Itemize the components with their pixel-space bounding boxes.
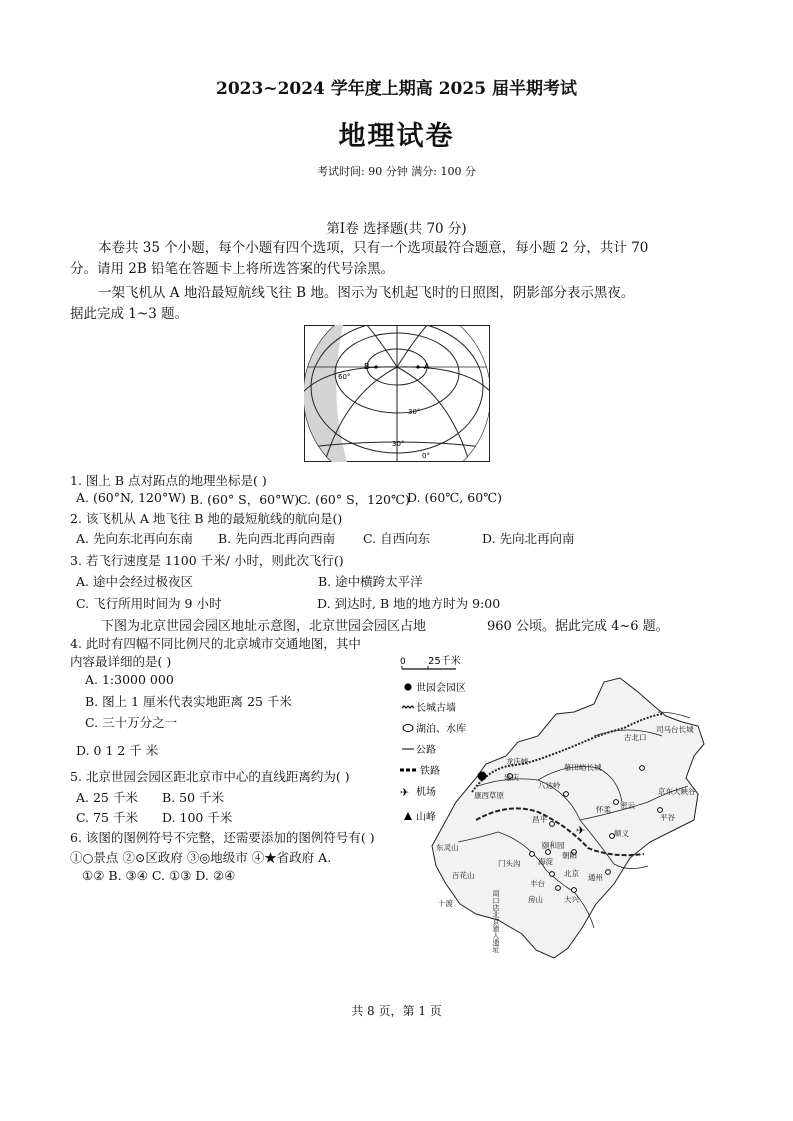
q2-option-d[interactable]: D. 先向北再向南 — [482, 531, 575, 546]
place-beijing: 北京 — [564, 869, 579, 878]
q1-option-c[interactable]: C. (60° S，120℃) — [298, 492, 410, 507]
place-kangxi: 康西草原 — [474, 791, 504, 800]
q5-option-a[interactable]: A. 25 千米 — [76, 790, 138, 805]
q4-stem-line-1: 4. 此时有四幅不同比例尺的北京城市交通地图，其中 — [70, 636, 361, 651]
label-lat-30a: 30° — [408, 408, 421, 416]
place-chaoyang: 朝阳 — [562, 851, 577, 860]
scale-value: 25千米 — [428, 656, 461, 667]
intro-2-line-1a: 下图为北京世园会园区地址示意图，北京世园会园区占地 — [101, 619, 427, 634]
legend-road: 公路 — [416, 745, 436, 756]
q5-stem: 5. 北京世园会园区距北京市中心的直线距离约为( ) — [70, 769, 350, 784]
q4-option-a[interactable]: A. 1:3000 000 — [85, 672, 174, 687]
beijing-map-figure — [398, 652, 720, 964]
airport-icon: ✈ — [576, 824, 586, 837]
instructions-line-2: 分。请用 2B 铅笔在答题卡上将所选答案的代号涂黑。 — [70, 261, 395, 277]
q1-option-a[interactable]: A. (60°N, 120°W) — [76, 490, 186, 505]
place-yiheyuan: 颐和园 — [542, 841, 565, 850]
place-baihuashan: 百花山 — [452, 871, 475, 880]
legend-peak: 山峰 — [416, 812, 436, 823]
sunlight-globe-figure — [304, 325, 490, 462]
intro-1-line-2: 据此完成 1~3 题。 — [70, 306, 189, 322]
legend-expo-icon — [404, 683, 411, 690]
q4-option-d[interactable]: D. 0 1 2 千 米 — [76, 743, 159, 758]
q3-option-c[interactable]: C. 飞行所用时间为 9 小时 — [76, 596, 222, 611]
place-pinggu: 平谷 — [660, 813, 675, 822]
subject-title: 地理试卷 — [338, 121, 455, 152]
label-a: A — [424, 362, 430, 371]
label-lat-60: 60° — [338, 373, 351, 381]
q2-stem: 2. 该飞机从 A 地飞往 B 地的最短航线的航向是() — [70, 511, 343, 526]
intro-2-line-1b: 960 公顷。据此完成 4~6 题。 — [487, 619, 669, 634]
intro-1-line-1: 一架飞机从 A 地沿最短航线飞往 B 地。图示为飞机起飞时的日照图，阴影部分表示黑夜。 — [98, 285, 635, 301]
legend-airport: 机场 — [416, 787, 436, 798]
place-shunyi: 顺义 — [614, 829, 629, 838]
q1-stem: 1. 图上 B 点对跖点的地理坐标是( ) — [70, 473, 267, 488]
place-mentougou: 门头沟 — [498, 859, 521, 868]
place-miyun: 密云 — [620, 801, 635, 810]
q3-option-b[interactable]: B. 途中横跨太平洋 — [318, 574, 423, 589]
q2-option-a[interactable]: A. 先向东北再向东南 — [76, 531, 193, 546]
label-lat-0: 0° — [422, 452, 430, 460]
q4-option-c[interactable]: C. 三十万分之一 — [85, 715, 178, 730]
expo-park-marker — [478, 772, 487, 781]
legend-lake: 湖泊、水库 — [416, 724, 466, 735]
place-haidian: 海淀 — [538, 857, 553, 866]
q3-stem: 3. 若飞行速度是 1100 千米/ 小时，则此次飞行() — [70, 553, 344, 568]
legend-lake-icon — [403, 725, 413, 732]
q6-options-line-2[interactable]: ①② B. ③④ C. ①③ D. ②④ — [82, 868, 236, 883]
place-zhoukoudian: 周口店北京猿人遗址 — [492, 890, 500, 953]
place-changping: 昌平 — [532, 815, 547, 824]
label-b: B — [364, 362, 370, 371]
place-shidu: 十渡 — [438, 899, 453, 908]
legend-airport-icon: ✈ — [400, 786, 410, 799]
q3-option-d[interactable]: D. 到达时, B 地的地方时为 9:00 — [317, 596, 501, 611]
place-badaling: 八达岭 — [538, 781, 561, 790]
place-huairou: 怀柔 — [596, 805, 611, 814]
place-jingdong: 京东大峡谷 — [658, 787, 696, 796]
place-daxing: 大兴 — [564, 895, 579, 904]
place-yanqing: 延庆 — [504, 773, 519, 782]
place-mutianyu: 慕田峪长城 — [564, 763, 602, 772]
place-fengtai: 丰台 — [530, 879, 545, 888]
point-a — [416, 365, 419, 368]
scale-zero: 0 — [400, 657, 406, 667]
q5-option-c[interactable]: C. 75 千米 — [76, 810, 138, 825]
q2-option-b[interactable]: B. 先向西北再向西南 — [218, 531, 336, 546]
q6-stem: 6. 该图的图例符号不完整，还需要添加的图例符号有( ) — [70, 830, 375, 845]
q4-option-b[interactable]: B. 图上 1 厘米代表实地距离 25 千米 — [85, 694, 292, 709]
legend-peak-icon — [404, 812, 412, 820]
place-dongling: 东灵山 — [436, 843, 459, 852]
q4-stem-line-2: 内容最详细的是( ) — [70, 654, 172, 669]
q3-option-a[interactable]: A. 途中会经过极夜区 — [76, 574, 193, 589]
q1-option-b[interactable]: B. (60° S，60°W) — [190, 492, 300, 507]
q1-option-d[interactable]: D. (60℃, 60℃) — [407, 490, 503, 505]
legend-rail: 铁路 — [420, 766, 440, 777]
q5-option-d[interactable]: D. 100 千米 — [162, 810, 233, 825]
exam-title: 2023~2024 学年度上期高 2025 届半期考试 — [216, 79, 577, 99]
section-title: 第Ⅰ卷 选择题(共 70 分) — [326, 221, 467, 237]
instructions-line-1: 本卷共 35 个小题，每个小题有四个选项，只有一个选项最符合题意，每小题 2 分，共计 70 — [98, 240, 649, 256]
place-simatai: 司马台长城 — [656, 725, 694, 734]
q2-option-c[interactable]: C. 自西向东 — [363, 531, 431, 546]
exam-meta: 考试时间: 90 分钟 满分: 100 分 — [317, 165, 476, 178]
place-longqingxia: 龙庆峡 — [506, 757, 529, 766]
point-b — [374, 365, 377, 368]
q5-option-b[interactable]: B. 50 千米 — [162, 790, 225, 805]
legend-expo: 世园会园区 — [416, 683, 466, 694]
place-tongzhou: 通州 — [588, 873, 603, 882]
legend-greatwall-icon — [402, 706, 414, 708]
place-fangshan: 房山 — [528, 895, 543, 904]
page-footer: 共 8 页，第 1 页 — [351, 1004, 442, 1018]
place-gubeikou: 古北口 — [624, 733, 647, 742]
legend-greatwall: 长城古墙 — [416, 703, 456, 714]
q6-options-line-1[interactable]: ①○景点 ②⊙区政府 ③◎地级市 ④★省政府 A. — [70, 850, 332, 865]
label-lat-30b: 30° — [392, 440, 405, 448]
